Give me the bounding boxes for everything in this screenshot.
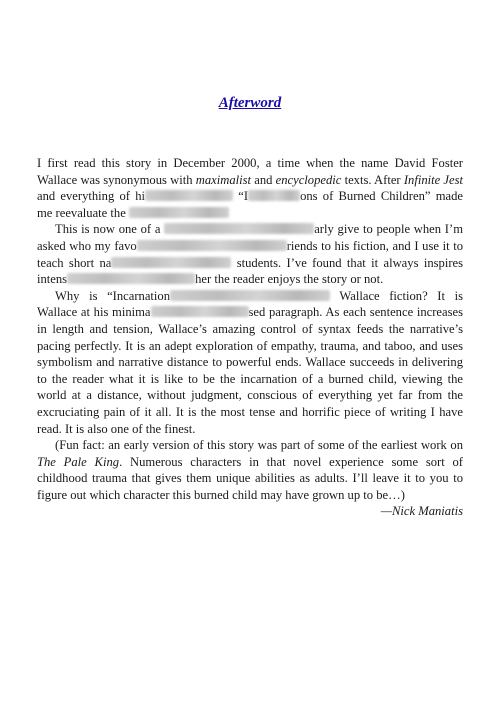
paragraph-1: I first read this story in December 2000, a time when the name David Foster Wallace was synonymous with maximalist and encyclopedic texts. After Infinite Jest and everything of hi “I ons of Burned Children” made me reevaluate the <box>37 156 463 220</box>
redacted-text <box>145 190 233 201</box>
paragraph-3: Why is “Incarnation Wallace fiction? It is Wallace at his minima sed paragraph. As each sentence increases in length and tension, Wallace’s amazing control of syntax feeds the narrative’s pacing perfectly. It is an adept exploration of empathy, trauma, and taboo, and uses symbolism and narrative distance to powerful ends. Wallace succeeds in delivering to the reader what it is like to be the incarnation of a burned child, viewing the world at a distance, without judgment, conscious of everything yet far from the excruciating pain of it all. It is the most tense and horrific piece of writing I have read. It is also one of the finest. <box>37 288 463 436</box>
redacted-text <box>170 290 330 301</box>
redacted-text <box>248 190 300 201</box>
redacted-text <box>164 223 314 234</box>
redacted-text <box>129 207 229 218</box>
redacted-text <box>67 273 195 284</box>
afterword-title-link[interactable]: Afterword <box>218 95 282 111</box>
afterword-body <box>37 155 463 520</box>
redacted-text <box>137 240 287 251</box>
redacted-text <box>111 257 231 268</box>
paragraph-4: (Fun fact: an early version of this story was part of some of the earliest work on The Pale King. Numerous characters in that novel experience some sort of childhood trauma that gives them unique abilities as adults. I’ll leave it to you to figure out which character this burned child may have grown up to be…) <box>37 438 464 502</box>
redacted-text <box>151 306 249 317</box>
paragraph-2: This is now one of a arly give to people when I’m asked who my favo riends to his fiction, and I use it to teach short na students. I’ve found that it always inspires intens her the reader enjoys the story or not. <box>37 222 464 287</box>
author-signature: —Nick Maniatis <box>380 504 463 519</box>
